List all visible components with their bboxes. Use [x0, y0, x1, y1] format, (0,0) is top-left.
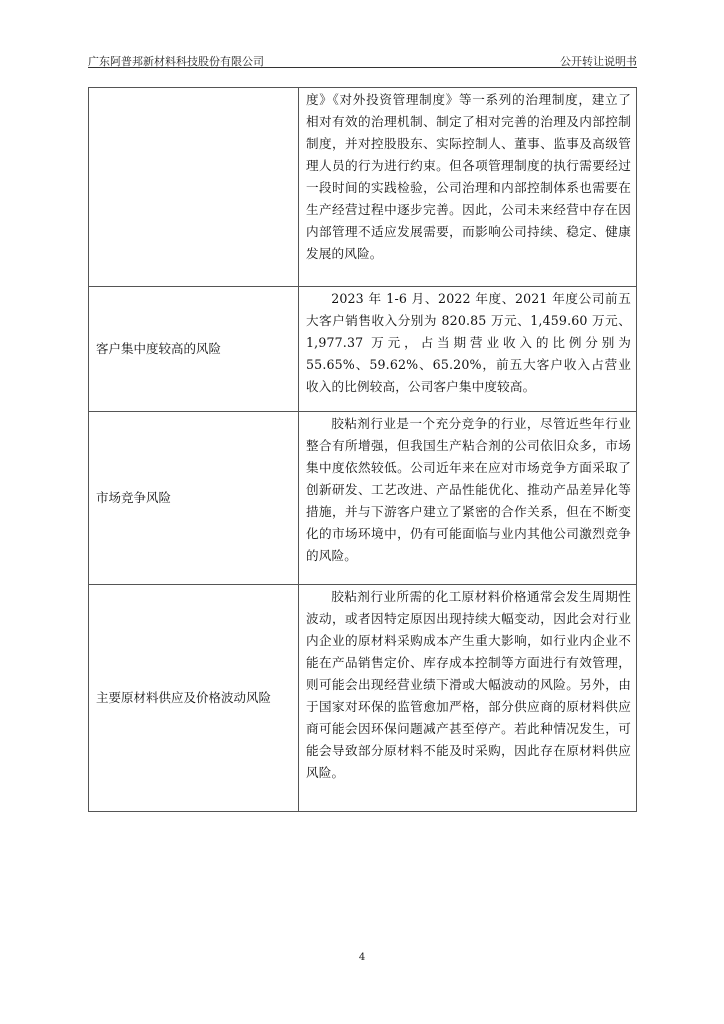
- risk-description: [299, 585, 637, 812]
- table-row: [89, 585, 637, 812]
- table-row: [89, 88, 637, 287]
- header-divider: [88, 67, 637, 68]
- risk-description: [299, 287, 637, 412]
- page-number: 4: [358, 952, 366, 963]
- table-row: [89, 412, 637, 585]
- document-title: 公开转让说明书: [560, 55, 637, 68]
- risk-description: [299, 412, 637, 585]
- risk-name: 客户集中度较高的风险: [89, 287, 299, 412]
- table-row: [89, 287, 637, 412]
- risk-name: 主要原材料供应及价格波动风险: [89, 585, 299, 812]
- risk-name: [89, 88, 299, 287]
- risk-table: [88, 87, 637, 812]
- risk-description-text: 胶粘剂行业所需的化工原材料价格通常会发生周期性波动，或者因特定原因出现持续大幅变动，因此会对行业内企业的原材料采购成本产生重大影响，如行业内企业不能在产品销售定价、库存成本控制等方面进行有效管理，则可能会出现经营业绩下滑或大幅波动的风险。另外，由于国家对环保的监管愈加严格，部分供应商的原材料供应商可能会因环保问题减产甚至停产。若此种情况发生，可能会导致部分原材料不能及时采购，因此存在原材料供应风险。: [306, 589, 631, 780]
- risk-description-text: 度》《对外投资管理制度》等一系列的治理制度，建立了相对有效的治理机制、制定了相对完善的治理及内部控制制度，并对控股股东、实际控制人、董事、监事及高级管理人员的行为进行约束。但各项管理制度的执行需要经过一段时间的实践检验，公司治理和内部控制体系也需要在生产经营过程中逐步完善。因此，公司未来经营中存在因内部管理不适应发展需要，而影响公司持续、稳定、健康发展的风险。: [306, 92, 631, 261]
- risk-description: [299, 88, 637, 287]
- risk-description-text: 2023 年 1-6 月、2022 年度、2021 年度公司前五大客户销售收入分别为 820.85 万元、1,459.60 万元、1,977.37 万元，占当期营业收入的比例分别为 55.65%、59.62%、65.20%，前五大客户收入占营业收入的比例较高，公司客户集中度较高。: [306, 291, 631, 394]
- company-name: 广东阿普邦新材料科技股份有限公司: [88, 55, 264, 68]
- risk-name: 市场竞争风险: [89, 412, 299, 585]
- risk-description-text: 胶粘剂行业是一个充分竞争的行业，尽管近些年行业整合有所增强，但我国生产粘合剂的公司依旧众多，市场集中度依然较低。公司近年来在应对市场竞争方面采取了创新研发、工艺改进、产品性能优化、推动产品差异化等措施，并与下游客户建立了紧密的合作关系，但在不断变化的市场环境中，仍有可能面临与业内其他公司激烈竞争的风险。: [306, 416, 631, 563]
